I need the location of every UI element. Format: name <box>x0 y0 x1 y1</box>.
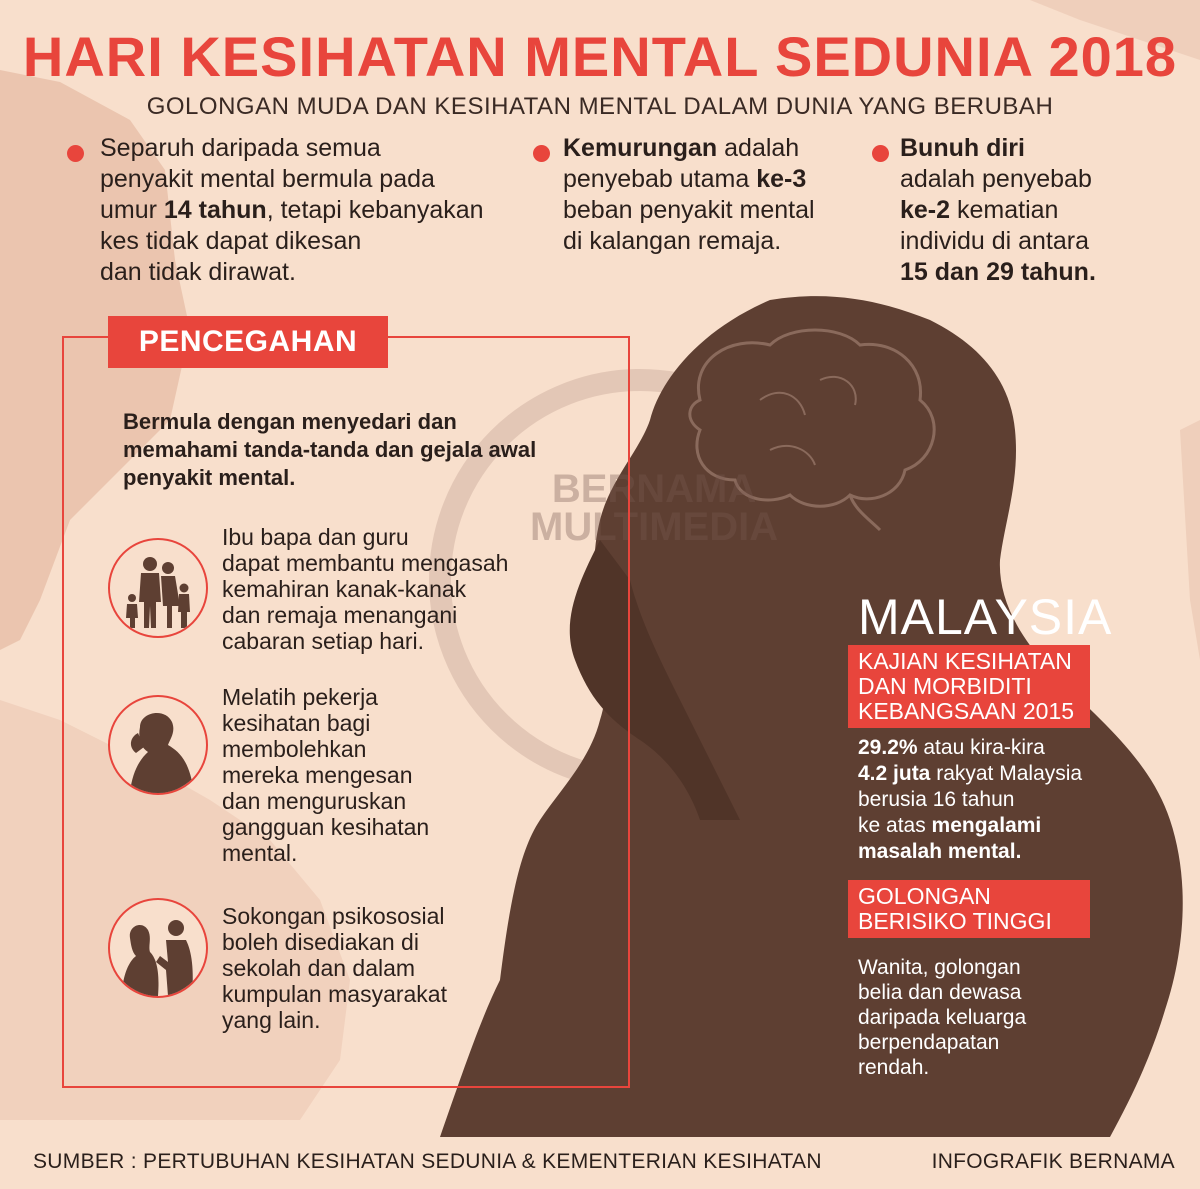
survey-line: KAJIAN KESIHATAN <box>858 648 1072 674</box>
fact-line: adalah penyebab <box>900 165 1092 193</box>
prevention-item-1 <box>222 524 562 654</box>
risk-desc-line: Wanita, golongan <box>858 956 1021 979</box>
fact-line: individu di antara <box>900 227 1090 255</box>
item-line: Melatih pekerja <box>222 684 378 710</box>
fact-line: dan tidak dirawat. <box>100 258 296 286</box>
prevention-item-3 <box>222 903 562 1033</box>
fact-text: adalah <box>717 134 800 162</box>
risk-label <box>848 880 1090 938</box>
fact-age-onset <box>100 133 540 288</box>
stat-highlight: mengalami <box>931 814 1042 837</box>
survey-line: KEBANGSAAN 2015 <box>858 698 1075 724</box>
survey-line: DAN MORBIDITI <box>858 673 1032 699</box>
stat-count: 4.2 juta <box>858 762 931 785</box>
item-line: gangguan kesihatan <box>222 814 430 840</box>
item-line: mereka mengesan <box>222 762 413 788</box>
prevention-badge: PENCEGAHAN <box>108 316 388 368</box>
item-line: yang lain. <box>222 1007 321 1033</box>
fact-suicide <box>900 133 1190 288</box>
item-line: boleh disediakan di <box>222 929 419 955</box>
survey-label <box>848 645 1090 728</box>
fact-highlight: 14 tahun <box>163 196 267 224</box>
fact-text: umur <box>100 196 164 224</box>
fact-line: kes tidak dapat dikesan <box>100 227 362 255</box>
fact-highlight: ke-2 <box>900 196 951 224</box>
watermark-line-2: MULTIMEDIA <box>530 505 779 549</box>
stat-line: berusia 16 tahun <box>858 788 1015 811</box>
item-line: cabaran setiap hari. <box>222 628 425 654</box>
item-line: Ibu bapa dan guru <box>222 524 409 550</box>
watermark-line-1: BERNAMA <box>551 467 757 511</box>
bullet-dot <box>67 145 84 162</box>
fact-highlight: 15 dan 29 tahun. <box>900 258 1096 286</box>
stat-percent: 29.2% <box>858 736 918 759</box>
risk-line: BERISIKO TINGGI <box>858 908 1052 934</box>
fact-line <box>563 164 863 195</box>
fact-line <box>900 195 1190 226</box>
prevention-item-2 <box>222 684 562 866</box>
bullet-dot <box>533 145 550 162</box>
page-title: HARI KESIHATAN MENTAL SEDUNIA 2018 <box>22 25 1178 88</box>
fact-line: beban penyakit mental <box>563 196 815 224</box>
item-line: mental. <box>222 840 298 866</box>
risk-desc-line: rendah. <box>858 1056 930 1079</box>
fact-line <box>900 257 1190 288</box>
risk-desc-line: belia dan dewasa <box>858 981 1022 1004</box>
fact-text: kematian <box>950 196 1059 224</box>
faint-right-shape <box>1180 420 1200 660</box>
stat-text: ke atas <box>858 814 932 837</box>
fact-line <box>900 133 1190 164</box>
item-line: dapat membantu mengasah <box>222 550 509 576</box>
fact-highlight: ke-3 <box>756 165 807 193</box>
stat-highlight: masalah mental. <box>858 840 1022 863</box>
publisher-credit: INFOGRAFIK BERNAMA <box>931 1150 1175 1173</box>
stat-line <box>858 761 1158 787</box>
fact-text: penyebab utama <box>563 165 757 193</box>
malaysia-title: MALAYSIA <box>858 589 1113 645</box>
fact-highlight: Kemurungan <box>563 134 718 162</box>
risk-line: GOLONGAN <box>858 883 991 909</box>
risk-description <box>858 955 1158 1080</box>
family-icon <box>108 538 208 638</box>
distressed-woman-icon <box>108 695 208 795</box>
source-credit: SUMBER : PERTUBUHAN KESIHATAN SEDUNIA & KEMENTERIAN KESIHATAN <box>33 1150 822 1173</box>
item-line: sekolah dan dalam <box>222 955 416 981</box>
risk-desc-line: berpendapatan <box>858 1031 1000 1054</box>
stat-text: atau kira-kira <box>917 736 1045 759</box>
item-line: kumpulan masyarakat <box>222 981 447 1007</box>
stat-line <box>858 813 1158 839</box>
fact-line: penyakit mental bermula pada <box>100 165 435 193</box>
item-line: membolehkan <box>222 736 367 762</box>
stat-line <box>858 839 1158 865</box>
item-line: Sokongan psikososial <box>222 903 445 929</box>
counseling-icon <box>108 898 208 998</box>
item-line: kesihatan bagi <box>222 710 371 736</box>
fact-highlight: Bunuh diri <box>900 134 1025 162</box>
fact-line: di kalangan remaja. <box>563 227 782 255</box>
fact-line <box>563 133 863 164</box>
bullet-dot <box>872 145 889 162</box>
prevention-intro: Bermula dengan menyedari dan memahami tanda-tanda dan gejala awal penyakit mental. <box>123 409 537 490</box>
fact-line <box>100 195 540 226</box>
item-line: dan menguruskan <box>222 788 407 814</box>
item-line: kemahiran kanak-kanak <box>222 576 467 602</box>
page-subtitle: GOLONGAN MUDA DAN KESIHATAN MENTAL DALAM DUNIA YANG BERUBAH <box>146 93 1054 120</box>
fact-depression <box>563 133 863 257</box>
malaysia-statistic <box>858 735 1158 865</box>
stat-line <box>858 735 1158 761</box>
stat-text: rakyat Malaysia <box>930 762 1083 785</box>
item-line: dan remaja menangani <box>222 602 458 628</box>
fact-line: Separuh daripada semua <box>100 134 381 162</box>
fact-text: , tetapi kebanyakan <box>266 196 484 224</box>
risk-desc-line: daripada keluarga <box>858 1006 1027 1029</box>
